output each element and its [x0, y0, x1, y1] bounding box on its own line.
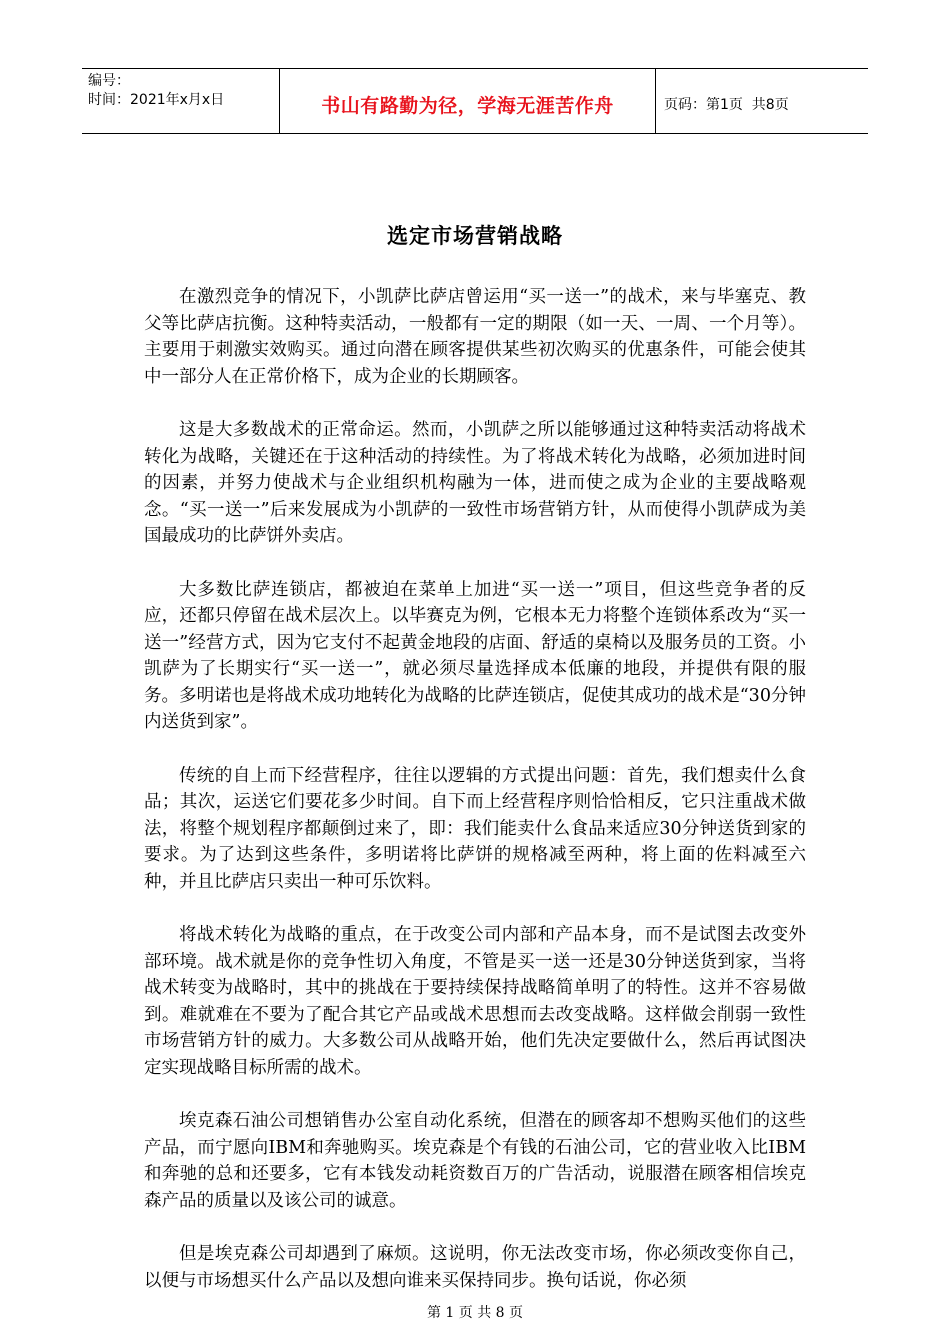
document-body	[144, 284, 806, 1321]
paragraph: 传统的自上而下经营程序，往往以逻辑的方式提出问题：首先，我们想卖什么食品；其次，运送它们要花多少时间。自下而上经营程序则恰恰相反，它只注重战术做法，将整个规划程序都颠倒过来了，即：我们能卖什么食品来适应30分钟送货到家的要求。为了达到这些条件，多明诺将比萨饼的规格减至两种，将上面的佐料减至六种，并且比萨店只卖出一种可乐饮料。	[144, 765, 806, 892]
paragraph: 在激烈竞争的情况下，小凯萨比萨店曾运用“买一送一”的战术，来与毕塞克、教父等比萨店抗衡。这种特卖活动，一般都有一定的期限（如一天、一周、一个月等）。主要用于刺激实效购买。通过向潜在顾客提供某些初次购买的优惠条件，可能会使其中一部分人在正常价格下，成为企业的长期顾客。	[144, 287, 806, 387]
paragraph: 这是大多数战术的正常命运。然而，小凯萨之所以能够通过这种特卖活动将战术转化为战略，关键还在于这种活动的持续性。为了将战术转化为战略，必须加进时间的因素，并努力使战术与企业组织机构融为一体，进而使之成为企业的主要战略观念。“买一送一”后来发展成为小凯萨的一致性市场营销方针，从而使得小凯萨成为美国最成功的比萨饼外卖店。	[144, 420, 806, 546]
header-page-info: 页码：第1页 共8页	[664, 97, 789, 113]
paragraph: 埃克森石油公司想销售办公室自动化系统，但潜在的顾客却不想购买他们的这些产品，而宁愿向IBM和奔驰购买。埃克森是个有钱的石油公司，它的营业收入比IBM和奔驰的总和还要多，它有本钱发动耗资数百万的广告活动，说服潜在顾客相信埃克森产品的质量以及该公司的诚意。	[144, 1111, 806, 1211]
document-title: 选定市场营销战略	[387, 224, 563, 248]
header-meta	[82, 69, 280, 133]
document-number-label: 编号：	[88, 73, 130, 89]
document-date: 时间：2021年x月x日	[88, 92, 225, 108]
paragraph: 大多数比萨连锁店，都被迫在菜单上加进“买一送一”项目，但这些竞争者的反应，还都只停留在战术层次上。以毕赛克为例，它根本无力将整个连锁体系改为“买一送一”经营方式，因为它支付不起黄金地段的店面、舒适的桌椅以及服务员的工资。小凯萨为了长期实行“买一送一”，就必须尽量选择成本低廉的地段，并提供有限的服务。多明诺也是将战术成功地转化为战略的比萨连锁店，促使其成功的战术是“30分钟内送货到家”。	[144, 579, 806, 732]
page-footer: 第 1 页 共 8 页	[426, 1305, 524, 1321]
paragraph: 但是埃克森公司却遇到了麻烦。这说明，你无法改变市场，你必须改变你自己，以便与市场想买什么产品以及想向谁来买保持同步。换句话说，你必须	[144, 1244, 806, 1291]
paragraph: 将战术转化为战略的重点，在于改变公司内部和产品本身，而不是试图去改变外部环境。战术就是你的竞争性切入角度，不管是买一送一还是30分钟送货到家，当将战术转变为战略时，其中的挑战在于要持续保持战略简单明了的特性。这并不容易做到。难就难在不要为了配合其它产品或战术思想而去改变战略。这样做会削弱一致性市场营销方针的威力。大多数公司从战略开始，他们先决定要做什么，然后再试图决定实现战略目标所需的战术。	[144, 925, 806, 1078]
page-header	[82, 68, 868, 134]
header-motto: 书山有路勤为径，学海无涯苦作舟	[280, 69, 656, 133]
